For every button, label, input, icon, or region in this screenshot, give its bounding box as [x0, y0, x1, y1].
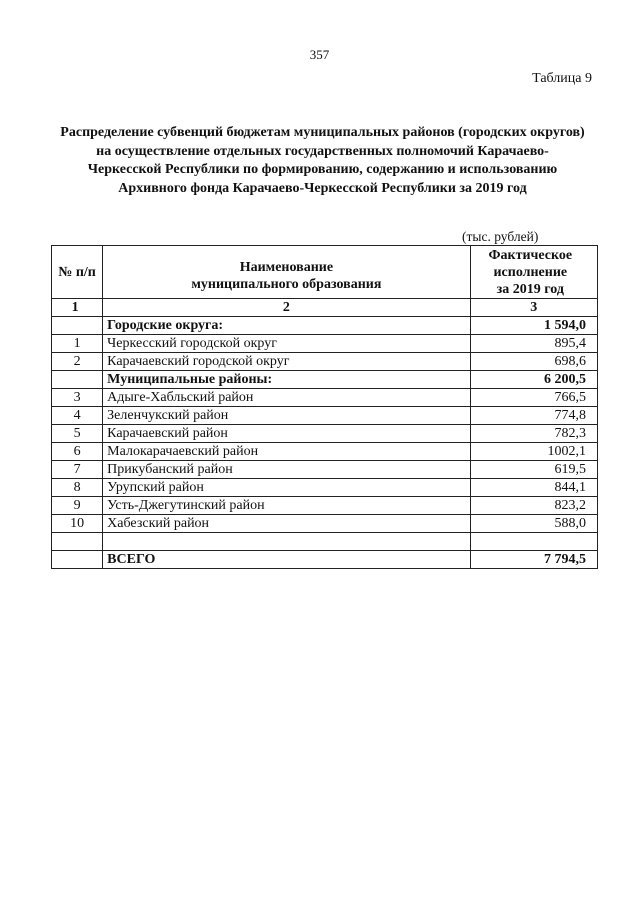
units-label: (тыс. рублей)	[462, 229, 539, 244]
row-name: Черкесский городской округ	[103, 335, 470, 353]
row-value: 895,4	[470, 335, 597, 353]
table-row	[52, 353, 598, 371]
row-name: Хабезский район	[103, 515, 470, 533]
row-value: 588,0	[470, 515, 597, 533]
group-num-cell	[52, 371, 103, 389]
total-label: ВСЕГО	[103, 551, 470, 569]
row-num: 7	[52, 461, 103, 479]
table-row	[52, 389, 598, 407]
row-name: Усть-Джегутинский район	[103, 497, 470, 515]
page-number: 357	[309, 47, 330, 62]
row-name: Урупский район	[103, 479, 470, 497]
header-name-line1: Наименование	[239, 260, 334, 275]
total-value: 7 794,5	[470, 551, 597, 569]
group-title: Городские округа:	[103, 317, 470, 335]
row-name: Карачаевский район	[103, 425, 470, 443]
header-value	[470, 246, 597, 299]
row-value: 774,8	[470, 407, 597, 425]
table-row	[52, 497, 598, 515]
header-name	[103, 246, 470, 299]
table-label: Таблица 9	[532, 71, 592, 86]
row-num: 9	[52, 497, 103, 515]
row-value: 844,1	[470, 479, 597, 497]
row-name: Адыге-Хабльский район	[103, 389, 470, 407]
row-value: 1002,1	[470, 443, 597, 461]
row-num: 3	[52, 389, 103, 407]
column-number-2: 2	[103, 299, 470, 317]
empty-cell	[103, 533, 470, 551]
table-row	[52, 407, 598, 425]
row-num: 2	[52, 353, 103, 371]
document-title: Распределение субвенций бюджетам муниципальных районов (городских округов) на осуществление отдельных государственных полномочий Карачаево-Черкесской Республики по формированию, содержанию и использованию Архивного фонда Карачаево-Черкесской Республики за 2019 год	[60, 125, 585, 196]
row-num: 1	[52, 335, 103, 353]
row-num: 10	[52, 515, 103, 533]
table-row	[52, 425, 598, 443]
group-total: 1 594,0	[470, 317, 597, 335]
table-row	[52, 335, 598, 353]
row-name: Карачаевский городской округ	[103, 353, 470, 371]
header-value-line2: исполнение	[493, 264, 568, 280]
total-num-cell	[52, 551, 103, 569]
row-value: 823,2	[470, 497, 597, 515]
table-row	[52, 515, 598, 533]
column-number-row	[52, 299, 598, 317]
group-row	[52, 317, 598, 335]
row-name: Прикубанский район	[103, 461, 470, 479]
group-title: Муниципальные районы:	[103, 371, 470, 389]
header-value-line1: Фактическое	[488, 247, 573, 263]
header-value-line3: за 2019 год	[496, 281, 564, 297]
header-name-line2: муниципального образования	[191, 277, 382, 292]
budget-table	[51, 245, 598, 569]
row-num: 8	[52, 479, 103, 497]
empty-row	[52, 533, 598, 551]
empty-cell	[470, 533, 597, 551]
total-row	[52, 551, 598, 569]
group-num-cell	[52, 317, 103, 335]
column-number-1: 1	[52, 299, 103, 317]
table-header-row	[52, 246, 598, 299]
group-total: 6 200,5	[470, 371, 597, 389]
empty-cell	[52, 533, 103, 551]
row-value: 619,5	[470, 461, 597, 479]
table-row	[52, 443, 598, 461]
group-row	[52, 371, 598, 389]
row-num: 6	[52, 443, 103, 461]
row-value: 766,5	[470, 389, 597, 407]
table-row	[52, 461, 598, 479]
column-number-3: 3	[470, 299, 597, 317]
row-name: Малокарачаевский район	[103, 443, 470, 461]
header-num: № п/п	[52, 246, 103, 299]
row-name: Зеленчукский район	[103, 407, 470, 425]
row-value: 782,3	[470, 425, 597, 443]
row-num: 4	[52, 407, 103, 425]
row-value: 698,6	[470, 353, 597, 371]
table-row	[52, 479, 598, 497]
row-num: 5	[52, 425, 103, 443]
